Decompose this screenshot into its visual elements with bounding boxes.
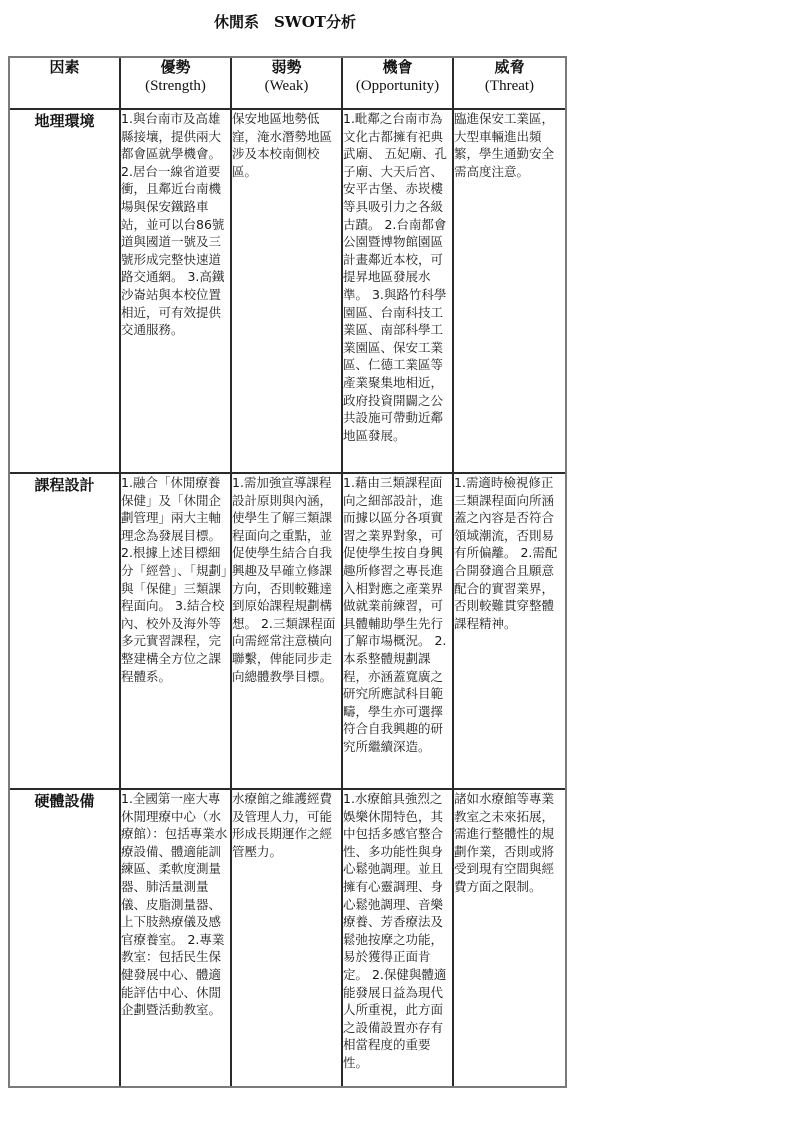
- header-factor: [10, 58, 121, 110]
- weak-cell: 水療館之維護經費及管理人力，可能形成長期運作之經管壓力。: [232, 790, 343, 1086]
- header-opportunity-zh: 機會: [382, 58, 413, 76]
- factor-cell: 硬體設備: [10, 790, 121, 1086]
- weak-cell: 保安地區地勢低窪，淹水潛勢地區涉及本校南側校區。: [232, 110, 343, 474]
- table-row-curriculum: [10, 474, 565, 790]
- opportunity-cell: 1.藉由三類課程面向之細部設計，進而據以區分各項實習之業界對象，可促使學生按自身興趣所修習之專長進入相對應之產業界做就業前練習，可具體輔助學生先行了解市場概況。 2.本系整體規劃課程，亦涵蓋寬廣之研究所應試科目範疇，學生亦可選擇符合自我興趣的研究所繼續深造。: [343, 474, 454, 790]
- header-strength-en: (Strength): [145, 78, 206, 94]
- strength-cell: 1.全國第一座大專休閒理療中心（水療館）：包括專業水療設備、體適能訓練區、柔軟度測量器、肺活量測量儀、皮脂測量器、上下肢熱療儀及感官療養室。 2.專業教室：包括民生保健發展中心、體適能評估中心、休閒企劃暨活動教室。: [121, 790, 232, 1086]
- threat-cell: 臨進保安工業區，大型車輛進出頻繁，學生通勤安全需高度注意。: [454, 110, 565, 474]
- header-weak: [232, 58, 343, 110]
- header-threat: [454, 58, 565, 110]
- header-strength: [121, 58, 232, 110]
- header-threat-zh: 威脅: [494, 58, 525, 76]
- header-threat-en: (Threat): [484, 78, 535, 94]
- header-weak-en: (Weak): [264, 78, 309, 94]
- table-row-geography: [10, 110, 565, 474]
- header-weak-zh: 弱勢: [271, 58, 302, 76]
- threat-cell: 諸如水療館等專業教室之未來拓展，需進行整體性的規劃作業，否則或將受到現有空間與經費方面之限制。: [454, 791, 555, 894]
- weak-cell: 1.需加強宣導課程設計原則與內涵，使學生了解三類課程面向之重點，並促使學生結合自我興趣及早確立修課方向，否則較難達到原始課程規劃構想。 2.三類課程面向需經常注意橫向聯繫，俾能同步走向總體教學目標。: [232, 474, 343, 790]
- header-row: [10, 58, 565, 110]
- header-factor-label: 因素: [49, 58, 80, 76]
- header-opportunity-en: (Opportunity): [355, 78, 440, 94]
- swot-table: [8, 56, 567, 1088]
- strength-cell: 1.融合「休閒療養保健」及「休閒企劃管理」兩大主軸理念為發展目標。 2.根據上述目標細分「經營」、「規劃」與「保健」三類課程面向。 3.結合校內、校外及海外等多元實習課程，完整建構全方位之課程體系。: [121, 474, 232, 790]
- document-title: 休閒系 SWOT分析: [214, 13, 356, 31]
- threat-cell: 1.需適時檢視修正三類課程面向所涵蓋之內容是否符合領域潮流，否則易有所偏離。 2.需配合開發適合且願意配合的實習業界，否則較難貫穿整體課程精神。: [454, 474, 565, 790]
- factor-cell: 課程設計: [10, 474, 121, 790]
- factor-cell: 地理環境: [10, 110, 121, 474]
- strength-cell: 1.與台南市及高雄縣接壤，提供兩大都會區就學機會。 2.居台一線省道要衝，且鄰近台南機場與保安鐵路車站，並可以台86號道與國道一號及三號形成完整快速道路交通網。 3.高鐵沙崙站與本校位置相近，可有效提供交通服務。: [121, 110, 232, 474]
- opportunity-cell: 1.毗鄰之台南市為文化古都擁有祀典武廟、 五妃廟、孔子廟、大天后宮、安平古堡、赤崁樓等具吸引力之各級古蹟。 2.台南都會公園暨博物館園區計畫鄰近本校，可提昇地區發展水準。 3.與路竹科學園區、台南科技工業區、南部科學工業園區、保安工業區、仁德工業區等產業聚集地相近，政府投資開闢之公共設施可帶動近鄰地區發展。: [343, 110, 454, 474]
- table-row-facilities: [10, 790, 565, 1086]
- header-opportunity: [343, 58, 454, 110]
- header-strength-zh: 優勢: [160, 58, 191, 76]
- opportunity-cell: 1.水療館具強烈之娛樂休閒特色，其中包括多感官整合性、多功能性與身心鬆弛調理。並且擁有心靈調理、身心鬆弛調理、音樂療養、芳香療法及鬆弛按摩之功能，易於獲得正面肯定。 2.保健與體適能發展日益為現代人所重視，此方面之設備設置亦存有相當程度的重要性。: [343, 790, 454, 1086]
